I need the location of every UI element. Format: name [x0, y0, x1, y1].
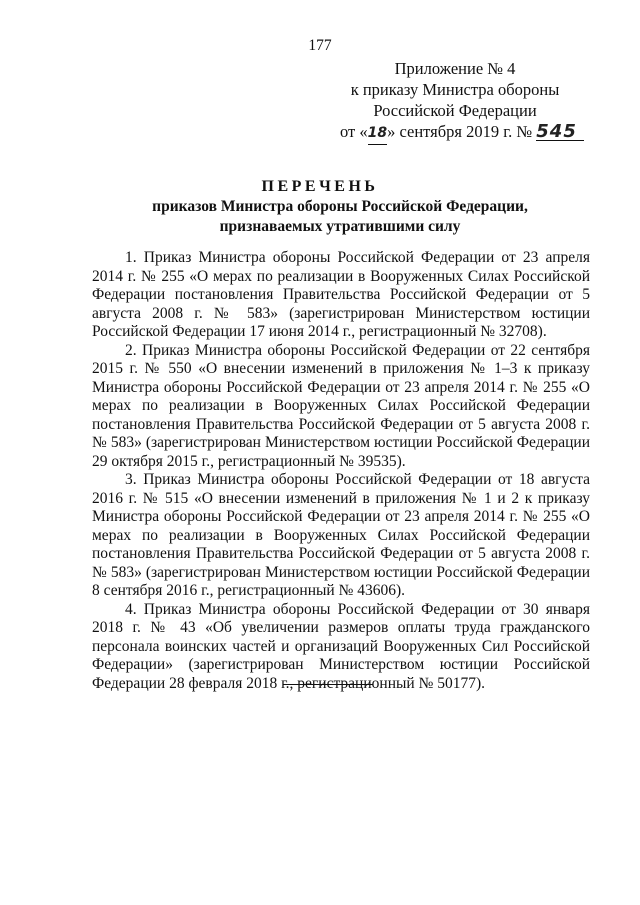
appendix-header — [340, 58, 577, 145]
date-prefix: от « — [340, 122, 368, 141]
appendix-line-3: Российской Федерации — [373, 101, 537, 120]
list-item: 2. Приказ Министра обороны Российской Федерации от 22 сентября 2015 г. № 550 «О внесении изменений в приложения № 1–3 к приказу Министра обороны Российской Федерации от 23 апреля 2014 г. № 255 «О мерах по реализации в Вооруженных Силах Российской Федерации постановления Правительства Российской Федерации от 5 августа 2008 г. № 583» (зарегистрирован Министерством юстиции Российской Федерации 29 октября 2015 г., регистрационный № 39535). — [92, 341, 590, 470]
appendix-line-2: к приказу Министра обороны — [350, 80, 560, 99]
appendix-date-line — [340, 121, 577, 145]
closing-divider — [283, 684, 373, 685]
list-item: 3. Приказ Министра обороны Российской Федерации от 18 августа 2016 г. № 515 «О внесении изменений в приложения № 1 и 2 к приказу Министра обороны Российской Федерации от 23 апреля 2014 г. № 255 «О мерах по реализации в Вооруженных Силах Российской Федерации постановления Правительства Российской Федерации от 5 августа 2008 г. № 583» (зарегистрирован Министерством юстиции Российской Федерации 8 сентября 2016 г., регистрационный № 43606). — [92, 471, 590, 599]
handwritten-day: 18 — [368, 123, 387, 145]
page-number: 177 — [308, 37, 332, 54]
list-item: 4. Приказ Министра обороны Российской Федерации от 30 января 2018 г. № 43 «Об увеличении размеров оплаты труда гражданского персонала воинских частей и организаций Вооруженных Сил Российской Федерации» (зарегистрирован Министерством юстиции Российской Федерации 28 февраля 2018 г., регистрационный № 50177). — [92, 600, 590, 692]
handwritten-order-number: 545 — [536, 123, 584, 141]
list-item: 1. Приказ Министра обороны Российской Федерации от 23 апреля 2014 г. № 255 «О мерах по реализации в Вооруженных Силах Российской Федерации постановления Правительства Российской Федерации от 5 августа 2008 г. № 583» (зарегистрирован Министерством юстиции Российской Федерации 17 июня 2014 г., регистрационный № 32708). — [92, 249, 590, 340]
orders-list — [92, 249, 590, 693]
date-suffix: » сентября 2019 г. № — [387, 122, 533, 141]
document-title: ПЕРЕЧЕНЬ — [261, 178, 379, 195]
appendix-line-1: Приложение № 4 — [394, 59, 516, 78]
document-subtitle: приказов Министра обороны Российской Федерации, признаваемых утратившими силу — [152, 198, 528, 235]
